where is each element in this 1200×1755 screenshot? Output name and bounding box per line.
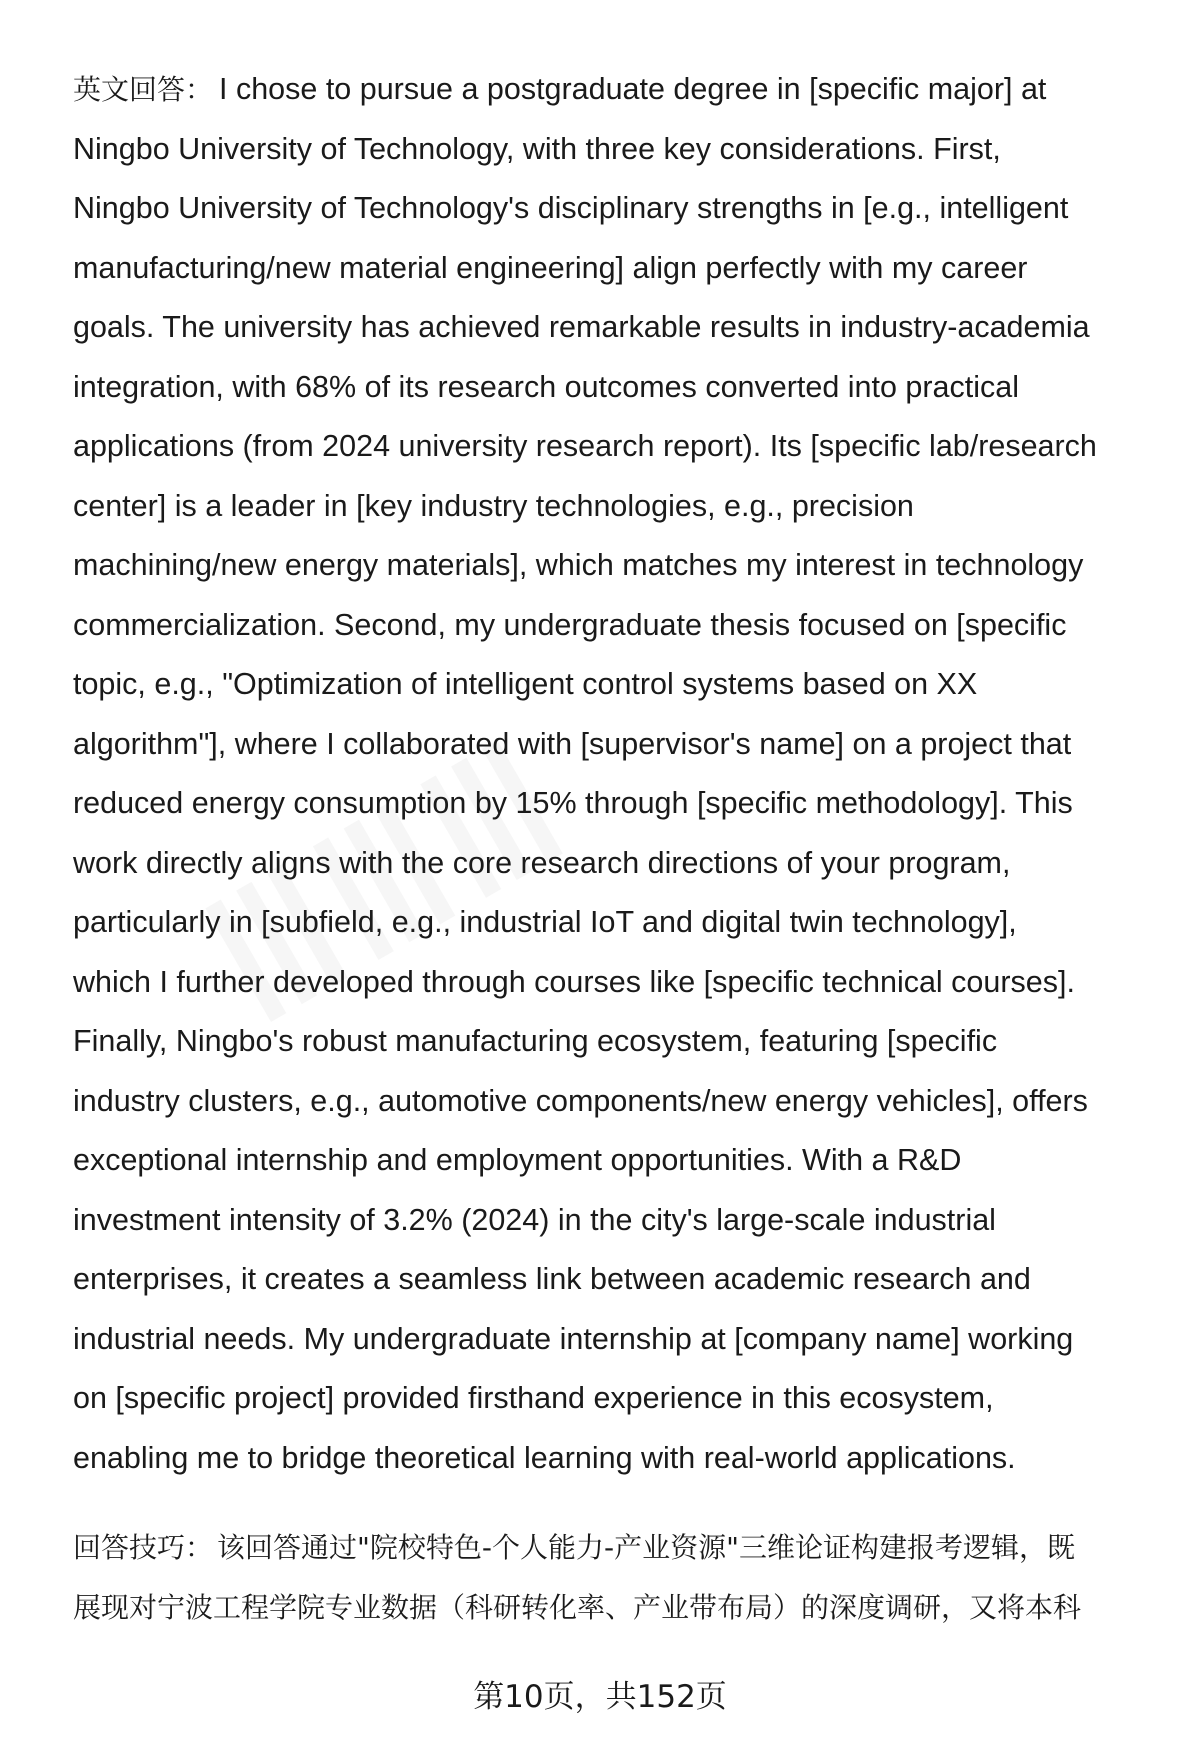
answer-label: 英文回答： (73, 73, 214, 106)
answer-line: reduced energy consumption by 15% through [specific methodology]. This (73, 786, 1073, 820)
answer-line: Finally, Ningbo's robust manufacturing ecosystem, featuring [specific (73, 1024, 998, 1058)
answer-line: industrial needs. My undergraduate internship at [company name] working (73, 1321, 1074, 1356)
answer-line: machining/new energy materials], which matches my interest in technology (73, 548, 1084, 582)
answer-line: on [specific project] provided firsthand experience in this ecosystem, (73, 1381, 994, 1415)
answer-line (73, 69, 1046, 110)
answer-text: I chose to pursue a postgraduate degree in [specific major] at (219, 72, 1047, 106)
answer-line: enabling me to bridge theoretical learning with real-world applications. (73, 1440, 1016, 1475)
answer-line: work directly aligns with the core research directions of your program, (73, 845, 1011, 880)
answer-line: topic, e.g., "Optimization of intelligent control systems based on XX (73, 667, 978, 701)
answer-line: which I further developed through courses like [specific technical courses]. (73, 964, 1075, 999)
answer-line: enterprises, it creates a seamless link between academic research and (73, 1262, 1031, 1296)
answer-line: goals. The university has achieved remarkable results in industry-academia (73, 310, 1090, 344)
answer-line: commercialization. Second, my undergraduate thesis focused on [specific (73, 607, 1067, 642)
answer-line: Ningbo University of Technology's disciplinary strengths in [e.g., intelligent (73, 191, 1069, 225)
answer-line: integration, with 68% of its research outcomes converted into practical (73, 369, 1019, 404)
page-number: 第10页，共152页 (473, 1679, 727, 1715)
answer-line: applications (from 2024 university research report). Its [specific lab/research (73, 429, 1097, 463)
answer-line: particularly in [subfield, e.g., industrial IoT and digital twin technology], (73, 905, 1017, 939)
answer-line: center] is a leader in [key industry technologies, e.g., precision (73, 488, 914, 523)
tips-line: 展现对宁波工程学院专业数据（科研转化率、产业带布局）的深度调研，又将本科 (73, 1591, 1082, 1624)
tips-label: 回答技巧： (73, 1531, 214, 1564)
answer-line: exceptional internship and employment opportunities. With a R&D (73, 1143, 962, 1177)
answer-line: industry clusters, e.g., automotive components/new energy vehicles], offers (73, 1083, 1088, 1118)
answer-line: manufacturing/new material engineering] align perfectly with my career (73, 250, 1028, 285)
answer-line: investment intensity of 3.2% (2024) in the city's large-scale industrial (73, 1202, 996, 1237)
tips-text: 该回答通过"院校特色-个人能力-产业资源"三维论证构建报考逻辑，既 (217, 1531, 1075, 1564)
answer-line: Ningbo University of Technology, with three key considerations. First, (73, 131, 1001, 166)
answer-line: algorithm"], where I collaborated with [supervisor's name] on a project that (73, 726, 1072, 761)
tips-line (73, 1528, 1075, 1568)
